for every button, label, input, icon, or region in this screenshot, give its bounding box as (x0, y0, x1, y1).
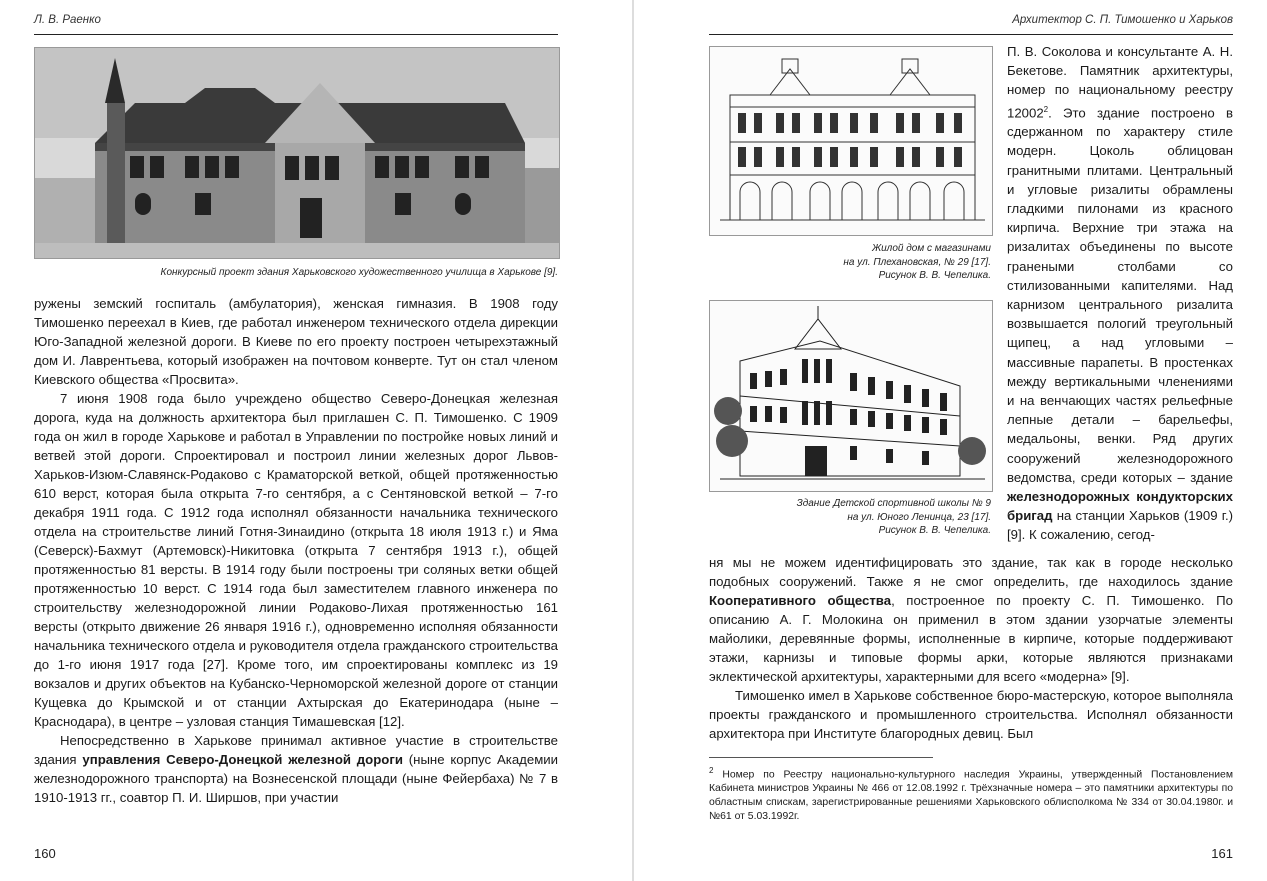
paragraph: ружены земский госпиталь (амбулатория), женская гимназия. В 1908 году Тимошенко переехал в Киев, где работал инженером технического отдела дирекции Юго-Западной железной дороги. В Киеве по его проекту построен четырехэтажный дом И. Лаврентьева, который изображен на почтовом конверте. Тут он стал членом Киевского общества «Просвита». (34, 296, 558, 387)
right-body-text (709, 553, 1233, 743)
caption-line: Рисунок В. В. Чепелика. (878, 270, 991, 281)
text-run: , построенное по проекту С. П. Тимошенко. По описанию А. Г. Молокина он применил в этом здании узорчатые элементы майолики, деревянные формы, исполненные в кирпиче, которые поддерживают этажи, карнизы и типовые формы арки, которые являются признаками эклектической архитектуры, характерными для всего «модерна» [9]. (709, 593, 1233, 684)
paragraph (709, 553, 1233, 686)
bold-term: управления Северо-Донецкой железной дороги (82, 752, 403, 767)
caption-line: на ул. Плехановская, № 29 [17]. (843, 256, 991, 268)
header-rule (34, 34, 558, 35)
figure-caption (709, 497, 991, 538)
caption-line: Здание Детской спортивной школы № 9 (796, 498, 991, 509)
bold-term: Кооперативного общества (709, 593, 892, 608)
left-page (0, 0, 633, 881)
paragraph (34, 731, 558, 807)
text-run: (ныне корпус Академии железнодорожного транспорта) на Вознесенской площади (ныне Фейербаха) № 7 в 1910-1913 гг., соавтор П. И. Ширшов, при участии (34, 752, 559, 805)
footnote-rule (709, 757, 933, 758)
footnote (709, 764, 1233, 824)
paragraph: Тимошенко имел в Харькове собственное бюро-мастерскую, которое выполняла проекты гражданского и промышленного строительства. Исполнял обязанности архитектора при Институте благородных девиц. Был (709, 688, 1233, 741)
page-number: 160 (34, 846, 56, 861)
footnote-mark: 2 (709, 766, 714, 775)
text-run: П. В. Соколова и консультанте А. Н. Бекетове. Памятник архитектуры, номер по национальному реестру 12002 (1007, 44, 1233, 120)
page-number: 161 (1211, 846, 1233, 861)
header-rule (709, 34, 1233, 35)
figure-caption: Конкурсный проект здания Харьковского художественного училища в Харькове [9]. (160, 267, 558, 278)
text-run: на станции Харьков (1909 г.) [9]. К сожалению, сегод- (1007, 508, 1233, 543)
figure-caption (709, 242, 991, 283)
text-run: . Это здание построено в сдержанном по характеру стиле модерн. Цоколь облицован гранитными плитами. Центральный и угловые ризалиты обрамлены гладкими пилонами из красного кирпича. Верхние три этажа на ризалитах объединены по высоте гранеными столбами со стилизованными капителями. Над карнизом центрального ризалита возвышается пологий треугольный щипец, а над угловыми – массивные парапеты. В простенках между вертикальными членениями и на венчающих частях рельефные лепные детали – барельефы, медальоны, венки. Ряд других сооружений железнодорожного ведомства, среди которых – здание (1007, 105, 1233, 485)
right-column-text (1007, 42, 1233, 545)
footnote-ref: 2 (1043, 104, 1049, 114)
sports-school-drawing (709, 300, 993, 492)
art-school-project-image (34, 47, 560, 259)
caption-line: Жилой дом с магазинами (871, 243, 991, 254)
text-run: Непосредственно в Харькове принимал активное участие в строительстве здания (34, 733, 558, 767)
caption-line: на ул. Юного Ленинца, 23 [17]. (847, 511, 991, 523)
bold-term: железнодорожных кондукторских бригад (1007, 489, 1233, 524)
running-header-title: Архитектор С. П. Тимошенко и Харьков (1012, 14, 1233, 26)
text-run: ня мы не можем идентифицировать это здание, так как в городе несколько подобных сооружений. Также я не смог определить, где находилось здание (709, 555, 1233, 589)
caption-line: Рисунок В. В. Чепелика. (878, 525, 991, 536)
paragraph (1007, 42, 1233, 545)
left-body-text (34, 294, 558, 807)
footnote-text: Номер по Реестру национально-культурного наследия Украины, утвержденный Постановлением Кабинета министров Украины № 466 от 12.08.1992 г. Трёхзначные номера – это памятники архитектуры по областным спискам, зарегистрированные решениями Харьковского облисполкома № 334 от 30.04.1980г. и №61 от 5.03.1992г. (709, 769, 1233, 823)
paragraph: 7 июня 1908 года было учреждено общество Северо-Донецкая железная дорога, куда на должность архитектора был приглашен С. П. Тимошенко. С 1909 года он жил в городе Харькове и работал в Управлении по постройке новых линий и ветвей этой дороги. Спроектировал и построил линии железных дорог Львов-Харьков-Изюм-Славянск-Родаково с Краматорской веткой, общей протяженностью 610 верст, которая была открыта 7-го сентября, а с Сентяновской веткой – 7-го декабря 1911 года. С 1912 года исполнял обязанности начальника технического отдела на строительстве линий Готня-Зинаидино (открыта 18 июля 1913 г.) и Яма (Северск)-Бахмут (Артемовск)-Никитовка (открыта 7 сентября 1913 г.), общей протяженностью 81 версты. В 1914 году были построены три соляных ветки общей протяженностью 10 верст. С 1914 года был заместителем главного инженера по строительству железнодорожной линии Родаково-Лихая протяженностью 161 версты (открыто движение 26 января 1916 г.), одновременно исполняя обязанности начальника технического отдела и руководителя отдела гражданского строительства до 1-го июня 1917 года [27]. Кроме того, им спроектированы комплекс из 19 вокзалов и других объектов на Кубанско-Черноморской железной дороге от станции Кущевка до Крымской и от станции Ахтырская до Екатеринодара (ныне – Краснодара), в центре – узловая станция Тимашевская [12]. (34, 391, 558, 729)
right-page (634, 0, 1267, 881)
residential-building-drawing (709, 46, 993, 236)
running-header-author: Л. В. Раенко (34, 14, 101, 26)
